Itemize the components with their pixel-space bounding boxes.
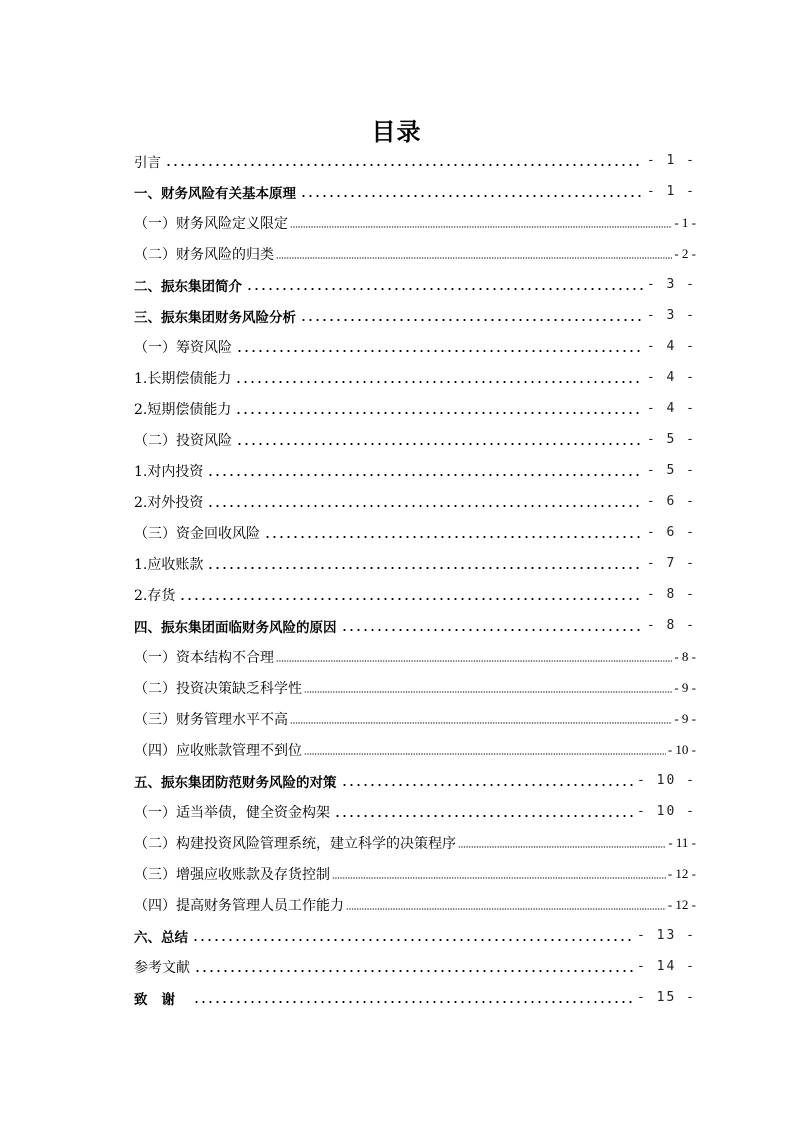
toc-entry-label: 2.短期偿债能力 bbox=[134, 401, 232, 418]
toc-page-number: - 14 - bbox=[637, 959, 696, 974]
toc-page-number: - 1 - bbox=[646, 184, 696, 199]
toc-entry[interactable] bbox=[134, 424, 696, 455]
toc-dot-leader bbox=[165, 154, 643, 168]
toc-entry[interactable] bbox=[134, 145, 696, 176]
table-of-contents bbox=[134, 145, 696, 1013]
toc-entry-label: （三）资金回收风险 bbox=[134, 525, 260, 542]
toc-page-number: - 1 - bbox=[646, 153, 696, 168]
toc-dot-leader bbox=[458, 836, 666, 850]
toc-entry[interactable] bbox=[134, 238, 696, 269]
toc-dot-leader bbox=[193, 991, 633, 1005]
toc-entry-label: （二）投资风险 bbox=[134, 432, 232, 449]
toc-entry-label: 2.存货 bbox=[134, 587, 176, 604]
toc-entry-label: （三）财务管理水平不高 bbox=[134, 711, 288, 728]
toc-dot-leader bbox=[236, 340, 643, 354]
toc-dot-leader bbox=[246, 278, 643, 292]
toc-entry[interactable] bbox=[134, 362, 696, 393]
toc-entry[interactable] bbox=[134, 703, 696, 734]
toc-entry[interactable] bbox=[134, 920, 696, 951]
toc-page-number: - 10 - bbox=[637, 804, 696, 819]
toc-dot-leader bbox=[300, 185, 643, 199]
toc-entry[interactable] bbox=[134, 269, 696, 300]
toc-entry-label: 1.对内投资 bbox=[134, 463, 204, 480]
toc-entry-label: （三）增强应收账款及存货控制 bbox=[134, 866, 330, 883]
toc-entry-label: 2.对外投资 bbox=[134, 494, 204, 511]
toc-dot-leader bbox=[194, 960, 633, 974]
toc-entry-label: （四）提高财务管理人员工作能力 bbox=[134, 897, 344, 914]
toc-entry[interactable] bbox=[134, 207, 696, 238]
toc-entry[interactable] bbox=[134, 858, 696, 889]
toc-dot-leader bbox=[192, 929, 633, 943]
toc-dot-leader bbox=[346, 898, 666, 912]
toc-page-number: - 8 - bbox=[674, 648, 696, 664]
toc-page-number: - 5 - bbox=[646, 432, 696, 447]
toc-page-number: - 8 - bbox=[646, 618, 696, 633]
toc-dot-leader bbox=[341, 774, 634, 788]
toc-entry[interactable] bbox=[134, 672, 696, 703]
toc-entry-label: （四）应收账款管理不到位 bbox=[134, 742, 302, 759]
toc-entry[interactable] bbox=[134, 641, 696, 672]
toc-page-number: - 3 - bbox=[646, 277, 696, 292]
toc-dot-leader bbox=[236, 433, 643, 447]
toc-dot-leader bbox=[207, 495, 643, 509]
toc-page-number: - 13 - bbox=[637, 928, 696, 943]
toc-page-number: - 2 - bbox=[674, 245, 696, 261]
toc-entry[interactable] bbox=[134, 610, 696, 641]
toc-entry-label: （一）财务风险定义限定 bbox=[134, 215, 288, 232]
toc-page-number: - 4 - bbox=[646, 339, 696, 354]
toc-entry-label: 1.应收账款 bbox=[134, 556, 204, 573]
toc-entry[interactable] bbox=[134, 455, 696, 486]
toc-entry[interactable] bbox=[134, 548, 696, 579]
toc-entry-label: 二、振东集团简介 bbox=[134, 278, 242, 295]
toc-entry-label: （一）筹资风险 bbox=[134, 339, 232, 356]
toc-entry-label: 参考文献 bbox=[134, 959, 190, 976]
toc-entry-label: （二）投资决策缺乏科学性 bbox=[134, 680, 302, 697]
toc-entry[interactable] bbox=[134, 579, 696, 610]
toc-dot-leader bbox=[235, 371, 643, 385]
toc-entry[interactable] bbox=[134, 300, 696, 331]
toc-entry[interactable] bbox=[134, 982, 696, 1013]
toc-entry-label: （一）资本结构不合理 bbox=[134, 649, 274, 666]
toc-page-number: - 5 - bbox=[646, 463, 696, 478]
toc-entry[interactable] bbox=[134, 765, 696, 796]
toc-entry[interactable] bbox=[134, 517, 696, 548]
toc-entry[interactable] bbox=[134, 889, 696, 920]
toc-page-number: - 4 - bbox=[646, 401, 696, 416]
toc-page-number: - 10 - bbox=[667, 741, 696, 757]
toc-dot-leader bbox=[264, 526, 643, 540]
toc-entry[interactable] bbox=[134, 393, 696, 424]
toc-entry-label: 四、振东集团面临财务风险的原因 bbox=[134, 619, 337, 636]
toc-entry-label: 致谢 bbox=[134, 991, 189, 1008]
toc-entry-label: 1.长期偿债能力 bbox=[134, 370, 232, 387]
toc-page-number: - 9 - bbox=[674, 679, 696, 695]
toc-page-number: - 12 - bbox=[667, 865, 696, 881]
toc-entry[interactable] bbox=[134, 796, 696, 827]
toc-entry-label: （二）财务风险的归类 bbox=[134, 246, 274, 263]
toc-page-number: - 6 - bbox=[646, 494, 696, 509]
toc-dot-leader bbox=[341, 619, 643, 633]
toc-dot-leader bbox=[276, 247, 672, 261]
toc-page-number: - 8 - bbox=[646, 587, 696, 602]
toc-entry[interactable] bbox=[134, 827, 696, 858]
toc-entry-label: 三、振东集团财务风险分析 bbox=[134, 309, 296, 326]
toc-dot-leader bbox=[179, 588, 643, 602]
toc-dot-leader bbox=[207, 464, 643, 478]
toc-page-number: - 6 - bbox=[646, 525, 696, 540]
toc-entry[interactable] bbox=[134, 951, 696, 982]
toc-page-number: - 15 - bbox=[637, 990, 696, 1005]
toc-entry[interactable] bbox=[134, 486, 696, 517]
toc-entry-label: 引言 bbox=[134, 154, 161, 171]
toc-page-number: - 10 - bbox=[637, 773, 696, 788]
toc-entry-label: 五、振东集团防范财务风险的对策 bbox=[134, 774, 337, 791]
toc-entry-label: 一、财务风险有关基本原理 bbox=[134, 185, 296, 202]
toc-entry[interactable] bbox=[134, 176, 696, 207]
toc-dot-leader bbox=[300, 309, 643, 323]
toc-page-number: - 11 - bbox=[668, 834, 696, 850]
toc-entry-label: 六、总结 bbox=[134, 929, 188, 946]
toc-page-number: - 3 - bbox=[646, 308, 696, 323]
toc-title: 目录 bbox=[371, 118, 422, 146]
toc-dot-leader bbox=[332, 867, 666, 881]
toc-dot-leader bbox=[290, 712, 672, 726]
toc-entry[interactable] bbox=[134, 734, 696, 765]
toc-entry-label: （二）构建投资风险管理系统，建立科学的决策程序 bbox=[134, 835, 456, 852]
toc-entry[interactable] bbox=[134, 331, 696, 362]
toc-dot-leader bbox=[304, 681, 672, 695]
toc-page-number: - 1 - bbox=[674, 214, 696, 230]
toc-dot-leader bbox=[304, 743, 666, 757]
toc-dot-leader bbox=[334, 805, 633, 819]
toc-dot-leader bbox=[276, 650, 672, 664]
toc-dot-leader bbox=[290, 216, 672, 230]
toc-entry-label: （一）适当举债，健全资金构架 bbox=[134, 804, 330, 821]
toc-page-number: - 9 - bbox=[674, 710, 696, 726]
toc-dot-leader bbox=[235, 402, 643, 416]
toc-page-number: - 12 - bbox=[667, 896, 696, 912]
toc-page-number: - 7 - bbox=[646, 556, 696, 571]
toc-dot-leader bbox=[207, 557, 643, 571]
toc-page-number: - 4 - bbox=[646, 370, 696, 385]
